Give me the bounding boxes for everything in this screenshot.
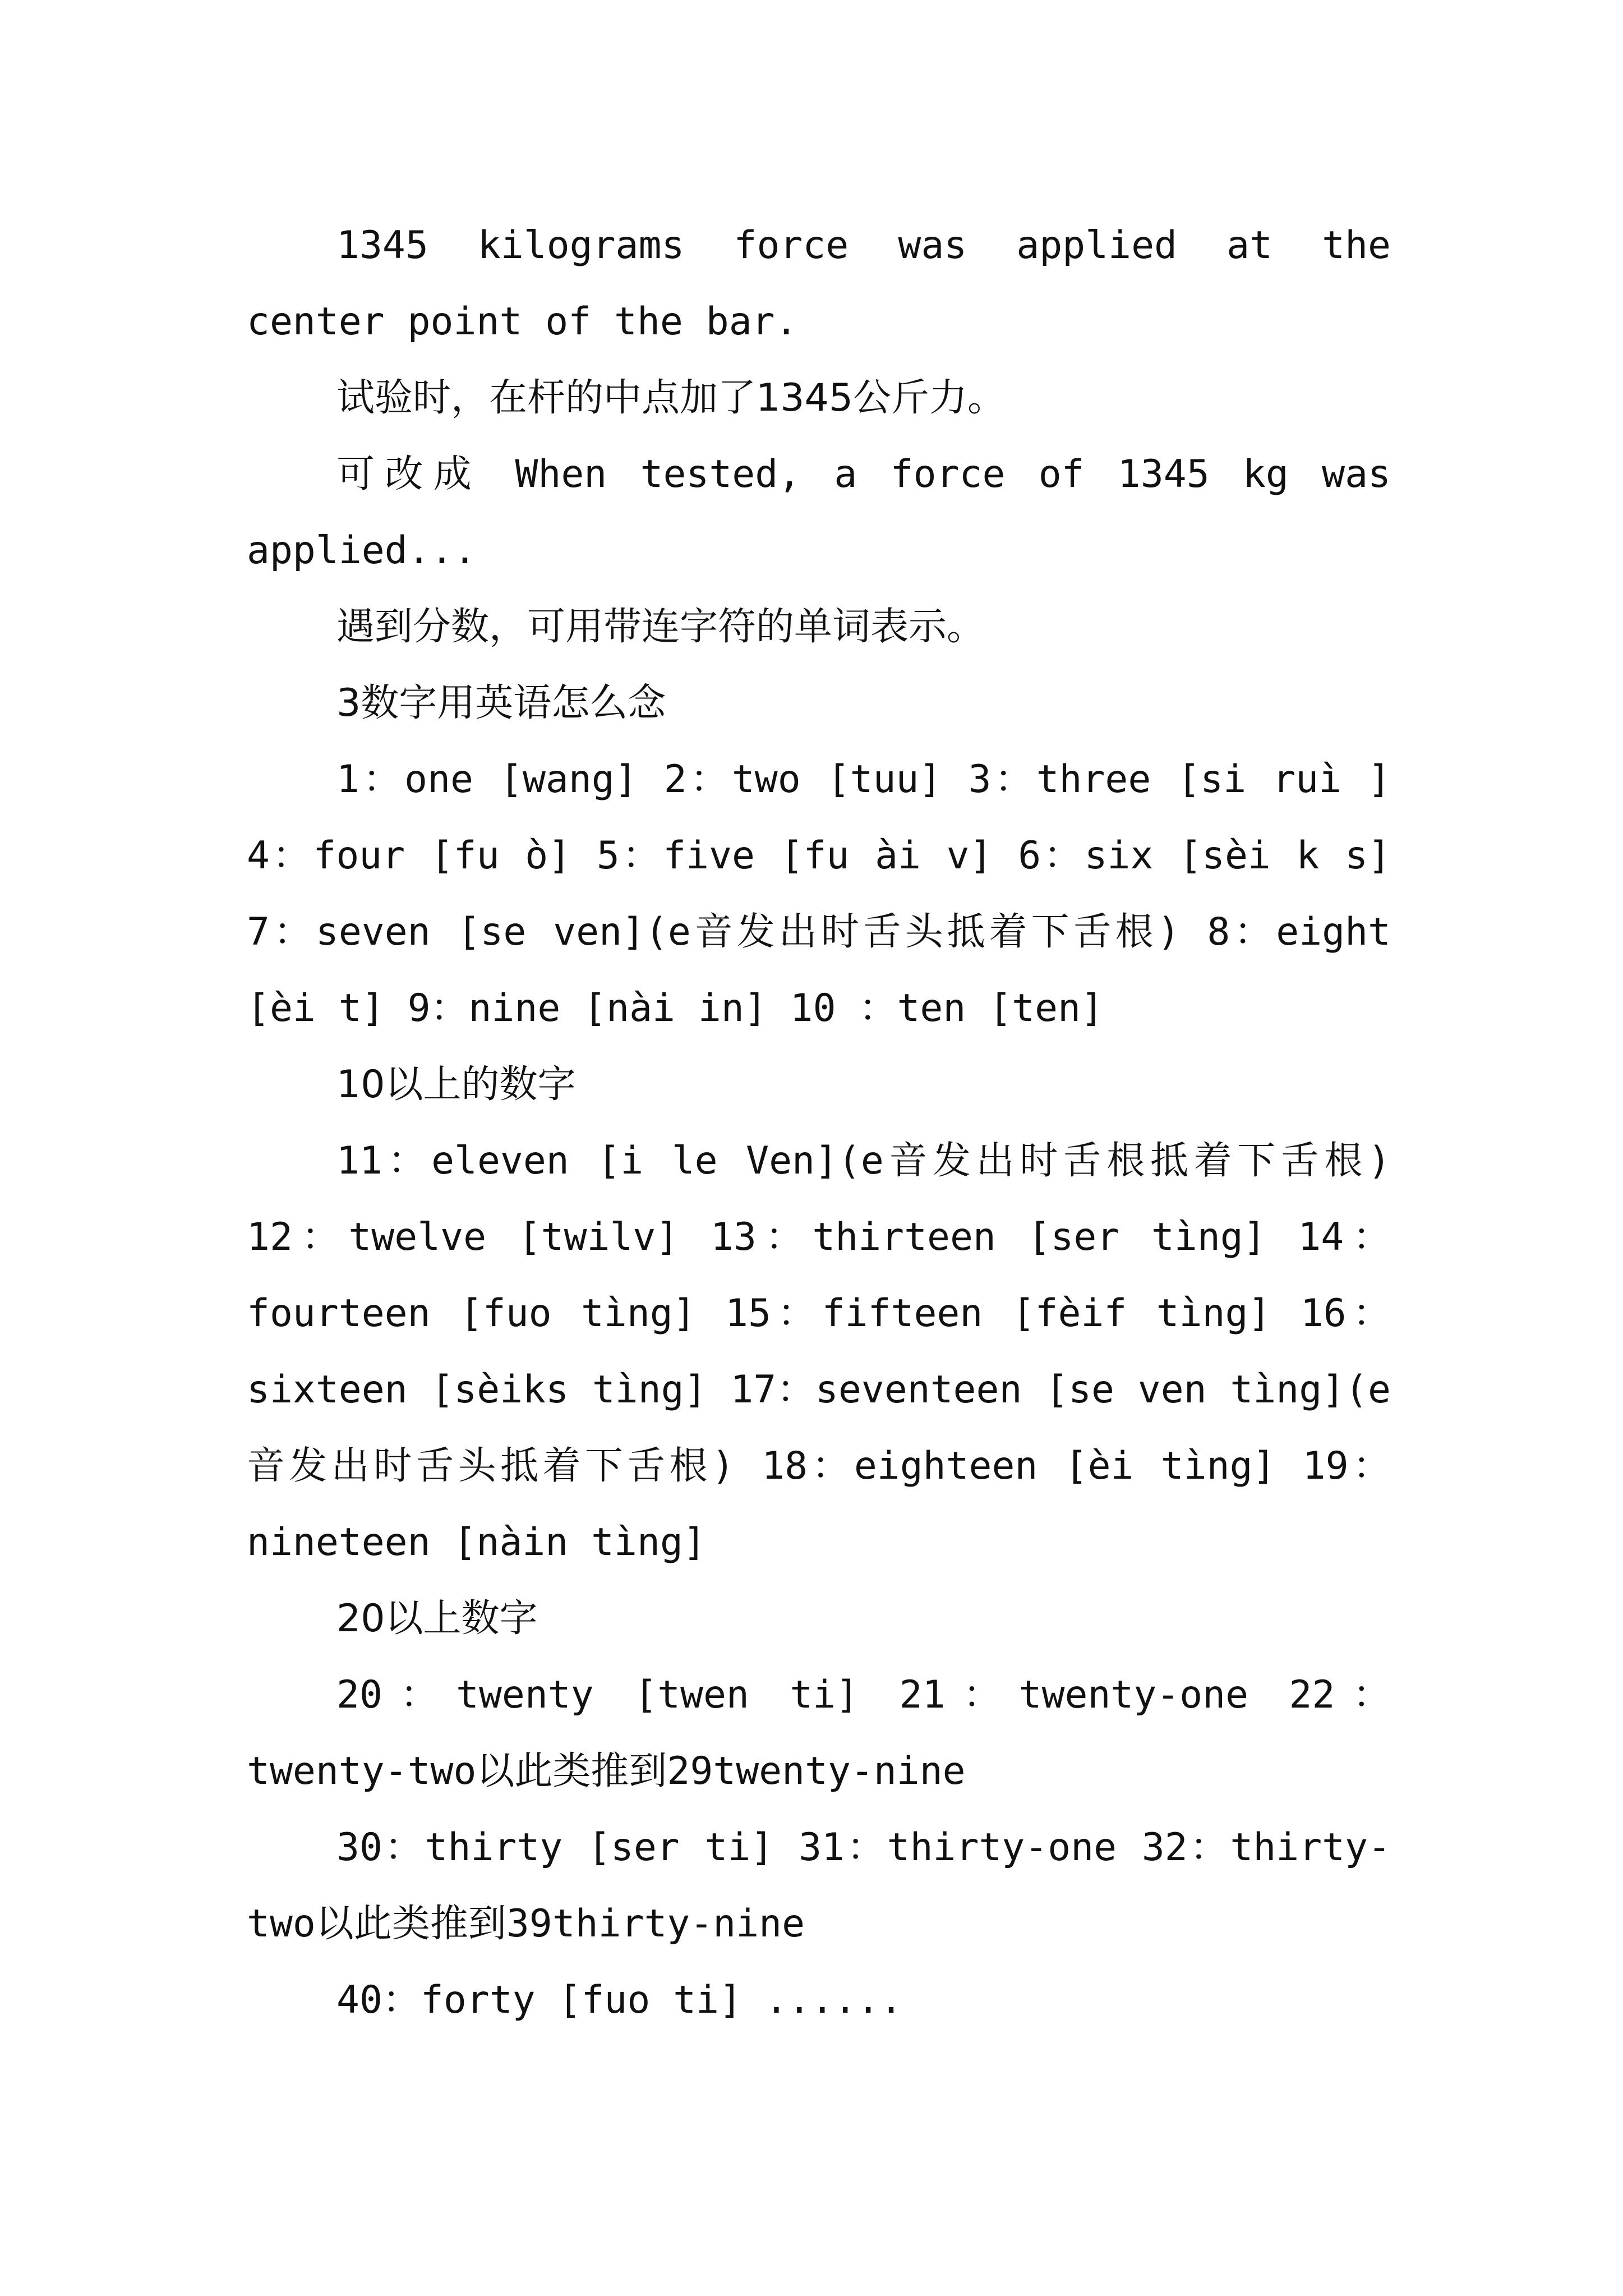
section-heading-how-to-read-numbers: 3数字用英语怎么念 <box>336 681 666 725</box>
paragraph-force-example-en: 1345 kilograms force was applied at the center point of the bar. <box>247 223 1391 344</box>
section-heading-numbers-above-20: 20以上数字 <box>336 1596 538 1641</box>
paragraph-numbers-1-to-10: 1：one [wang] 2：two [tuu] 3：three [si ruì ] 4：four [fu ò] 5：five [fu ài v] 6：six [sèi k s] 7：seven [se ven](e音发出时舌头抵着下舌根) 8：eight [èi t] 9：nine [nài in] 10 ：ten [ten] <box>247 757 1391 1030</box>
paragraph-force-example-zh: 试验时，在杆的中点加了1345公斤力。 <box>336 376 1006 420</box>
paragraph-numbers-20s: 20：twenty [twen ti] 21：twenty-one 22：twenty-two以此类推到29twenty-nine <box>247 1673 1391 1793</box>
paragraph-numbers-30s: 30：thirty [ser ti] 31：thirty-one 32：thirty-two以此类推到39thirty-nine <box>247 1825 1391 1946</box>
section-heading-numbers-above-10: 10以上的数字 <box>336 1062 576 1107</box>
paragraph-numbers-11-to-19: 11：eleven [i le Ven](e音发出时舌根抵着下舌根) 12：twelve [twilv] 13：thirteen [ser tìng] 14：fourteen [fuo tìng] 15：fifteen [fèif tìng] 16：sixteen [sèiks tìng] 17：seventeen [se ven tìng](e音发出时舌头抵着下舌根) 18：eighteen [èi tìng] 19：nineteen [nàin tìng] <box>247 1139 1391 1565</box>
paragraph-numbers-40s: 40：forty [fuo ti] ...... <box>336 1978 903 2022</box>
paragraph-rewrite-suggestion: 可改成 When tested, a force of 1345 kg was applied... <box>247 452 1391 573</box>
paragraph-fractions-note: 遇到分数，可用带连字符的单词表示。 <box>336 605 985 649</box>
document-body <box>247 208 1391 2039</box>
